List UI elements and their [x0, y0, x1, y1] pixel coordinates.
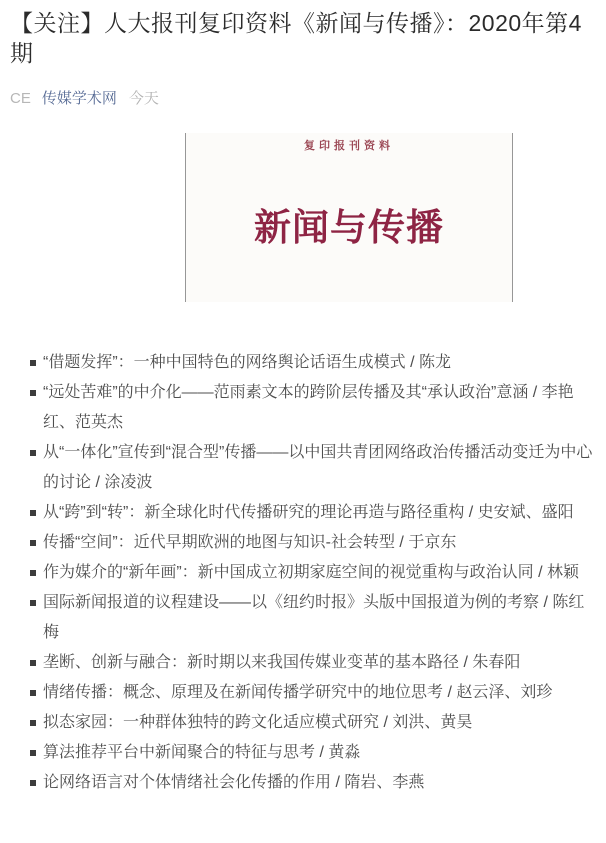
article-list-item — [30, 528, 596, 558]
article-list-item — [30, 438, 596, 498]
byline — [10, 90, 596, 108]
page-title: 【关注】人大报刊复印资料《新闻与传播》：2020年第4期 — [10, 10, 582, 66]
article-list-item — [30, 588, 596, 648]
publish-date: 今天 — [128, 90, 159, 107]
list-bullet-icon — [30, 510, 36, 516]
list-bullet-icon — [30, 660, 36, 666]
list-bullet-icon — [30, 780, 36, 786]
cover-image-wrap — [10, 133, 596, 302]
list-bullet-icon — [30, 750, 36, 756]
journal-cover-image[interactable] — [185, 133, 513, 302]
article-item-text: “借题发挥”：一种中国特色的网络舆论话语生成模式 / 陈龙 — [43, 354, 451, 371]
list-bullet-icon — [30, 540, 36, 546]
article-list — [10, 348, 596, 798]
list-bullet-icon — [30, 360, 36, 366]
article-item-text: 传播“空间”：近代早期欧洲的地图与知识-社会转型 / 于京东 — [43, 534, 457, 551]
article-item-text: 算法推荐平台中新闻聚合的特征与思考 / 黄淼 — [43, 744, 361, 761]
list-bullet-icon — [30, 720, 36, 726]
cover-series-label: 复印报刊资料 — [304, 140, 394, 152]
article-list-item — [30, 768, 596, 798]
article-list-item — [30, 348, 596, 378]
cover-journal-title: 新闻与传播 — [254, 207, 444, 248]
article-page — [0, 8, 606, 798]
article-item-text: 作为媒介的“新年画”：新中国成立初期家庭空间的视觉重构与政治认同 / 林颖 — [43, 564, 579, 581]
list-bullet-icon — [30, 690, 36, 696]
article-list-item — [30, 378, 596, 438]
account-link[interactable]: 传媒学术网 — [41, 90, 117, 107]
list-bullet-icon — [30, 570, 36, 576]
article-list-item — [30, 648, 596, 678]
list-bullet-icon — [30, 450, 36, 456]
article-item-text: 国际新闻报道的议程建设——以《纽约时报》头版中国报道为例的考察 / 陈红梅 — [43, 594, 585, 641]
article-item-text: 从“跨”到“转”：新全球化时代传播研究的理论再造与路径重构 / 史安斌、盛阳 — [43, 504, 574, 521]
article-item-text: 论网络语言对个体情绪社会化传播的作用 / 隋岩、李燕 — [43, 774, 425, 791]
list-bullet-icon — [30, 600, 36, 606]
author-label: CE — [10, 90, 31, 107]
article-item-text: 垄断、创新与融合：新时期以来我国传媒业变革的基本路径 / 朱春阳 — [43, 654, 521, 671]
article-item-text: 情绪传播：概念、原理及在新闻传播学研究中的地位思考 / 赵云泽、刘珍 — [43, 684, 553, 701]
article-list-item — [30, 558, 596, 588]
article-list-item — [30, 708, 596, 738]
list-bullet-icon — [30, 390, 36, 396]
article-item-text: “远处苦难”的中介化——范雨素文本的跨阶层传播及其“承认政治”意涵 / 李艳红、范英杰 — [43, 384, 574, 431]
article-item-text: 拟态家园：一种群体独特的跨文化适应模式研究 / 刘洪、黄昊 — [43, 714, 473, 731]
article-list-item — [30, 498, 596, 528]
article-list-item — [30, 738, 596, 768]
article-item-text: 从“一体化”宣传到“混合型”传播——以中国共青团网络政治传播活动变迁为中心的讨论 / 涂凌波 — [43, 444, 593, 491]
article-list-item — [30, 678, 596, 708]
